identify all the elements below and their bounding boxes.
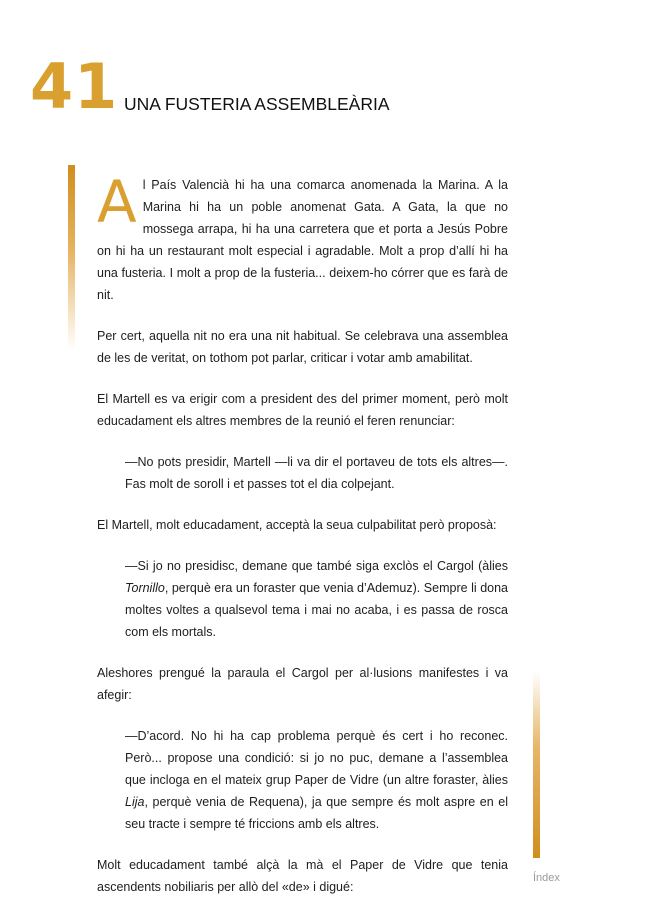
- paragraph-2: Per cert, aquella nit no era una nit habitual. Se celebrava una assemblea de les de veritat, on tothom pot parlar, criticar i votar amb amabilitat.: [97, 329, 508, 365]
- decorative-left-bar: [68, 165, 75, 350]
- chapter-number: 41: [30, 50, 119, 123]
- index-link[interactable]: Índex: [533, 872, 560, 884]
- paragraph-4: —No pots presidir, Martell —li va dir el portaveu de tots els altres—. Fas molt de soroll i et passes tot el dia colpejant.: [125, 455, 508, 491]
- paragraph-6: —Si jo no presidisc, demane que també siga exclòs el Cargol (àlies Tornillo, perquè era un foraster que venia d’Ademuz). Sempre li dona moltes voltes a qualsevol tema i mai no acaba, i es passa de rosca com els mortals.: [125, 559, 508, 639]
- paragraph-1: Al País Valencià hi ha una comarca anomenada la Marina. A la Marina hi ha un poble anomenat Gata. A Gata, la que no mossega arrapa, hi ha una carretera que et porta a Jesús Pobre on hi ha un restaurant molt especial i agradable. Molt a prop d’allí hi ha una fusteria. I molt a prop de la fusteria... deixem-ho córrer que es farà de nit.: [97, 168, 508, 302]
- decorative-right-bar: [533, 672, 540, 858]
- chapter-title: UNA FUSTERIA ASSEMBLEÀRIA: [124, 94, 390, 114]
- drop-cap: A: [97, 168, 137, 236]
- story-text: [97, 168, 508, 917]
- paragraph-8: —D’acord. No hi ha cap problema perquè és cert i ho reconec. Però... propose una condició: si jo no puc, demane a l’assemblea que incloga en el mateix grup Paper de Vidre (un altre foraster, àlies Lija, perquè venia de Requena), ja que sempre és molt aspre en el seu tracte i sempre té friccions amb els altres.: [125, 729, 508, 831]
- paragraph-5: El Martell, molt educadament, acceptà la seua culpabilitat però proposà:: [97, 518, 497, 532]
- paragraph-9: Molt educadament també alçà la mà el Paper de Vidre que tenia ascendents nobiliaris per allò del «de» i digué:: [97, 858, 508, 894]
- paragraph-7: Aleshores prengué la paraula el Cargol per al·lusions manifestes i va afegir:: [97, 666, 508, 702]
- paragraph-3: El Martell es va erigir com a president des del primer moment, però molt educadament els altres membres de la reunió el feren renunciar:: [97, 392, 508, 428]
